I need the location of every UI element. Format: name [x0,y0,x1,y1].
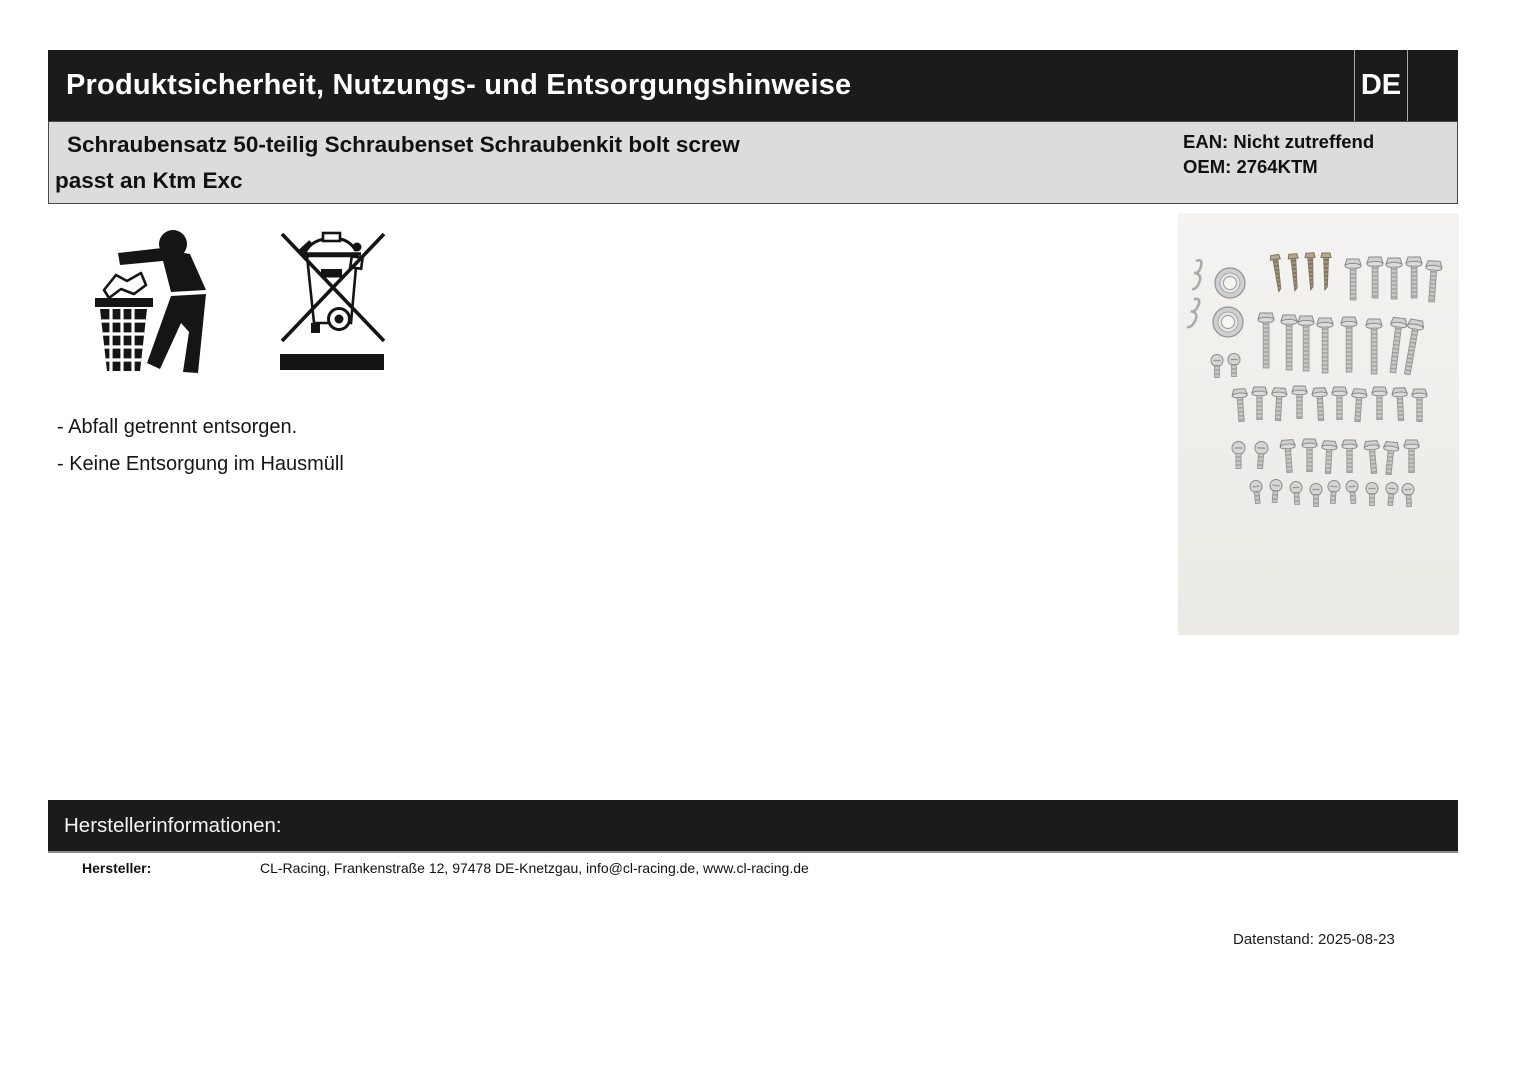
data-state-text: Datenstand: 2025-08-23 [1233,931,1395,948]
product-subheader [48,121,1458,204]
manufacturer-section-title: Herstellerinformationen: [64,813,282,837]
disposal-note: - Keine Entsorgung im Hausmüll [57,453,344,475]
screw-assortment-photo [1178,213,1459,635]
ean-value: EAN: Nicht zutreffend [1183,131,1375,152]
manufacturer-section-bar [48,800,1458,853]
manufacturer-value: CL-Racing, Frankenstraße 12, 97478 DE-Knetzgau, info@cl-racing.de, www.cl-racing.de [260,860,809,876]
page-title: Produktsicherheit, Nutzungs- und Entsorgungshinweise [66,69,852,101]
document-header-bar [48,50,1458,121]
product-name-line1: Schraubensatz 50-teilig Schraubenset Schraubenkit bolt screw [67,132,740,157]
weee-crossed-out-bin-icon [272,228,392,374]
language-code: DE [1360,69,1402,101]
tidyman-icon [94,228,218,374]
disposal-note: - Abfall getrennt entsorgen. [57,416,298,438]
product-name-line2: passt an Ktm Exc [55,168,243,193]
product-codes [1183,129,1374,179]
disposal-notes [57,409,344,483]
manufacturer-label: Hersteller: [82,860,152,876]
language-badge [1354,50,1408,121]
manufacturer-row [0,860,1520,880]
oem-value: OEM: 2764KTM [1183,156,1318,177]
